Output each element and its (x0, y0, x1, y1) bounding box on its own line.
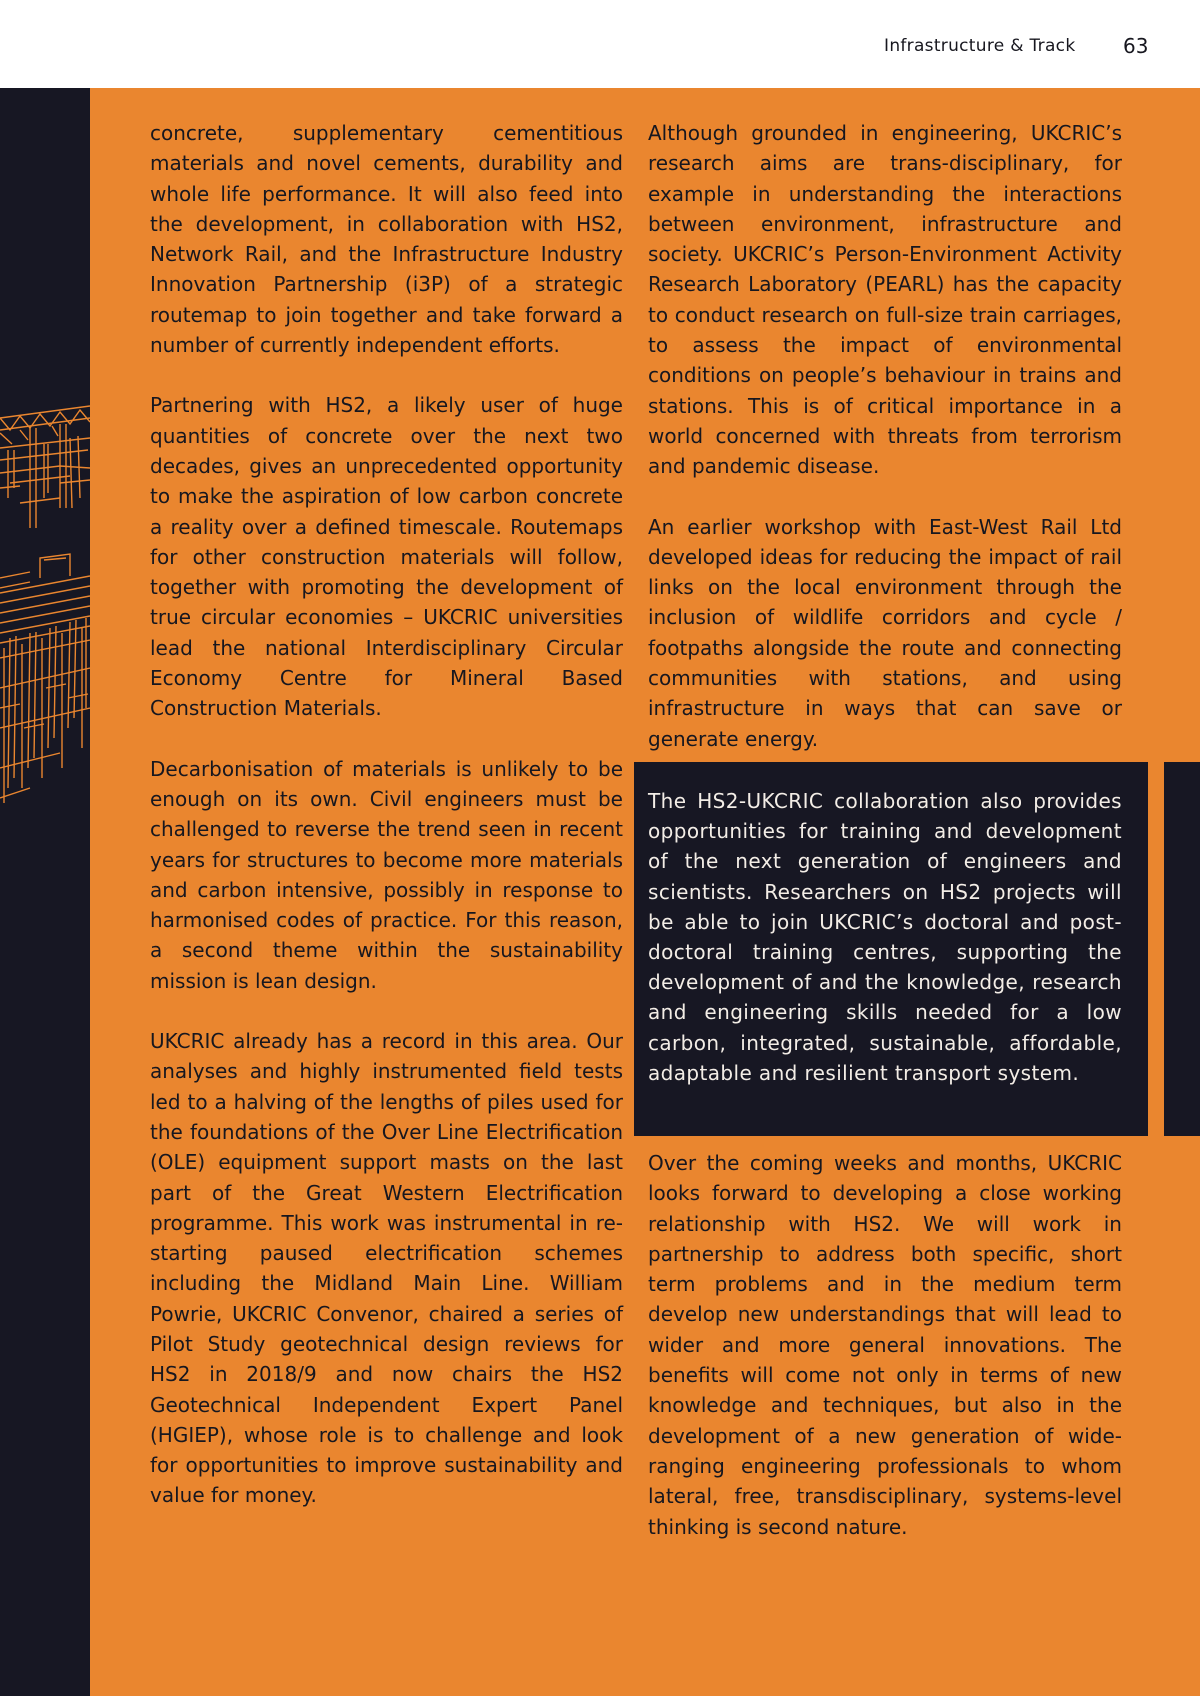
left-paragraph-3: Decarbonisation of materials is unlikely to be enough on its own. Civil engineers must be challenged to reverse the trend seen in recent years for structures to become more materials and carbon intensive, possibly in response to harmonised codes of practice. For this reason, a second theme within the sustainability mission is lean design. (150, 756, 623, 993)
callout-box (634, 762, 1148, 1136)
right-paragraph-2: An earlier workshop with East-West Rail Ltd developed ideas for reducing the impact of rail links on the local environment through the inclusion of wildlife corridors and cycle / footpaths alongside the route and connecting communities with stations, and using infrastructure in ways that can save or generate energy. (648, 514, 1122, 751)
running-header-section: Infrastructure & Track (884, 36, 1076, 56)
left-text-column (150, 118, 623, 1541)
left-paragraph-4: UKCRIC already has a record in this area. Our analyses and highly instrumented field tests led to a halving of the lengths of piles used for the foundations of the Over Line Electrification (OLE) equipment support masts on the last part of the Great Western Electrification programme. This work was instrumental in re-starting paused electrification schemes including the Midland Main Line. William Powrie, UKCRIC Convenor, chaired a series of Pilot Study geotechnical design reviews for HS2 in 2018/9 and now chairs the HS2 Geotechnical Independent Expert Panel (HGIEP), whose role is to challenge and look for opportunities to improve sustainability and value for money. (150, 1029, 623, 1508)
page-header (0, 0, 1200, 88)
right-paragraph-3: Over the coming weeks and months, UKCRIC looks forward to developing a close working relationship with HS2. We will work in partnership to address both specific, short term problems and in the medium term develop new understandings that will lead to wider and more general innovations. The benefits will come not only in terms of new knowledge and techniques, but also in the development of a new generation of wide-ranging engineering professionals to whom lateral, free, transdisciplinary, systems-level thinking is second nature. (648, 1151, 1122, 1539)
left-paragraph-1: concrete, supplementary cementitious materials and novel cements, durability and whole life performance. It will also feed into the development, in collaboration with HS2, Network Rail, and the Infrastructure Industry Innovation Partnership (i3P) of a strategic routemap to join together and take forward a number of currently independent efforts. (150, 121, 623, 358)
left-sidebar (0, 88, 90, 1696)
page-number: 63 (1123, 34, 1149, 58)
callout-text: The HS2-UKCRIC collaboration also provides opportunities for training and development of the next generation of engineers and scientists. Researchers on HS2 projects will be able to join UKCRIC’s doctoral and post-doctoral training centres, supporting the development of and the knowledge, research and engineering skills needed for a low carbon, integrated, sustainable, affordable, adaptable and resilient transport system. (648, 789, 1122, 1085)
callout-accent-stripe (1148, 762, 1164, 1136)
callout-edge-block (1164, 762, 1200, 1136)
content-area (90, 88, 1200, 1696)
right-text-column-bottom (648, 1148, 1122, 1572)
right-paragraph-1: Although grounded in engineering, UKCRIC’s research aims are trans-disciplinary, for example in understanding the interactions between environment, infrastructure and society. UKCRIC’s Person-Environment Activity Research Laboratory (PEARL) has the capacity to conduct research on full-size train carriages, to assess the impact of environmental conditions on people’s behaviour in trains and stations. This is of critical importance in a world concerned with threats from terrorism and pandemic disease. (648, 121, 1122, 479)
left-paragraph-2: Partnering with HS2, a likely user of huge quantities of concrete over the next two decades, gives an unprecedented opportunity to make the aspiration of low carbon concrete a reality over a defined timescale. Routemaps for other construction materials will follow, together with promoting the development of true circular economies – UKCRIC universities lead the national Interdisciplinary Circular Economy Centre for Mineral Based Construction Materials. (150, 393, 623, 721)
railway-gantry-line-art-icon (0, 88, 90, 808)
right-text-column-top (648, 118, 1122, 784)
